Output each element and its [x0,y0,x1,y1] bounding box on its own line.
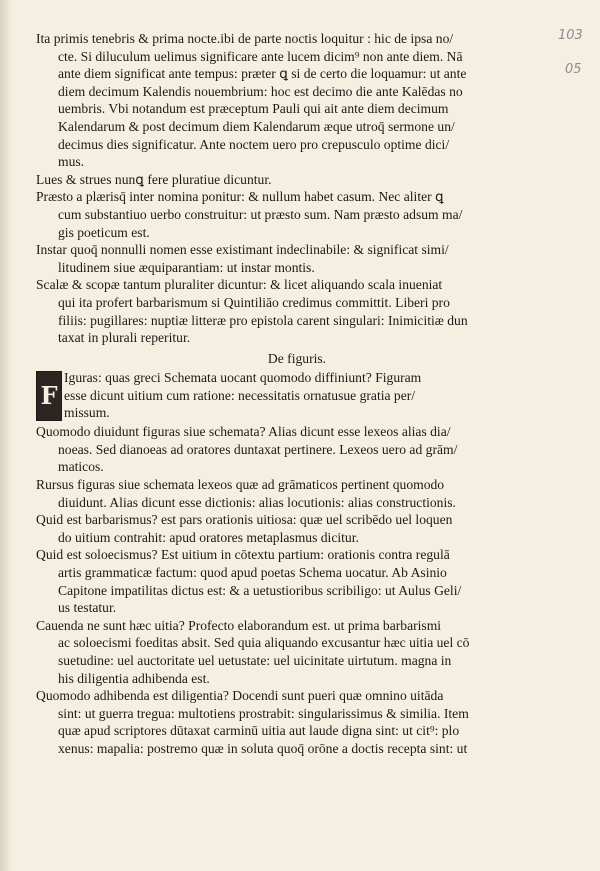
text-line: qui ita profert barbarismum si Quintiliāo credimus committit. Liberi pro [58,294,450,310]
paragraph [36,546,558,616]
text-line: mus. [58,154,85,170]
text-line: maticos. [58,459,104,475]
text-line: Quomodo diuidunt figuras siue schemata? Alias dicunt esse lexeos alias dia/ [36,424,451,440]
text-line: xenus: mapalia: postremo quæ in soluta quoq̄ orōne a doctis recepta sint: ut [58,740,468,756]
paragraph [36,171,558,189]
paragraph [36,476,558,511]
paragraph [36,241,558,276]
paragraph [36,30,558,171]
text-line: filiis: pugillares: nuptiæ litteræ pro epistola carent singulari: Inimicitiæ dun [58,312,468,328]
paragraph [36,617,558,687]
text-line: quæ apud scriptores dūtaxat carminū uitia aut laude digna sint: ut cit⁹: plo [58,723,460,739]
text-line: Quid est barbarismus? est pars orationis uitiosa: quæ uel scribēdo uel loquen [36,512,453,528]
text-line: Ita primis tenebris & prima nocte.ibi de parte noctis loquitur : hic de ipsa no/ [36,31,454,46]
text-line: esse dicunt uitium cum ratione: necessitatis ornatusue gratia per/ [64,387,416,403]
text-line: Cauenda ne sunt hæc uitia? Profecto elaborandum est. ut prima barbarismi [36,617,442,633]
text-line: Lues & strues nunꝗ fere pluratiue dicuntur. [36,171,272,187]
text-line: diem decimum Kalendis nouembrium: hoc est decimo die ante Kalēdas no [58,83,463,99]
paragraphs-after-heading [36,423,558,757]
paragraph [36,188,558,241]
text-line: us testatur. [58,600,117,616]
text-line: Quomodo adhibenda est diligentia? Docendi sunt pueri quæ omnino uitāda [36,688,444,704]
text-line: Scalæ & scopæ tantum pluraliter dicuntur: & licet aliquando scala inueniat [36,277,443,293]
text-line: missum. [64,405,110,421]
decorated-initial-letter [36,371,62,421]
page-text [36,30,558,758]
text-line: Præsto a plærisq̄ inter nomina ponitur: & nullum habet casum. Nec aliter ꝗ [36,189,444,205]
text-line: his diligentia adhibenda est. [58,670,210,686]
text-line: Capitone impatilitas dictus est: & a uetustioribus scribiligo: ut Aulus Geli/ [58,582,462,598]
text-line: artis grammaticæ factum: quod apud poetas Schema uocatur. Ab Asinio [58,565,447,581]
margin-note-top: 103 [558,28,583,43]
text-line: uembris. Vbi notandum est præceptum Pauli qui ait ante diem decimum [58,101,449,117]
initial-letter: F [40,381,58,411]
margin-note-right: 05 [565,62,582,77]
paragraph [36,511,558,546]
text-line: cum substantiuo uerbo construitur: ut præsto sum. Nam præsto adsum ma/ [58,206,463,222]
initial-paragraph-lines [64,369,558,422]
text-line: sint: ut guerra tregua: multotiens prostrabit: singularissimus & similia. Item [58,705,469,721]
text-line: taxat in plurali reperitur. [58,330,191,346]
text-line: do uitium contrahit: apud oratores metaplasmus dicitur. [58,529,359,545]
text-line: Quid est soloecismus? Est uitium in cōtextu partium: orationis contra regulā [36,547,450,563]
text-line: cte. Si diluculum uelimus significare ante lucem dicim⁹ non ante diem. Nā [58,48,463,64]
text-line: decimus dies significatur. Ante noctem uero pro crepusculo optime dici/ [58,136,450,152]
text-line: ante diem significat ante tempus: præter ꝗ si de certo die loquamur: ut ante [58,66,467,82]
text-line: gis poeticum est. [58,224,150,240]
text-line: Instar quoq̄ nonnulli nomen esse existimant indeclinabile: & significat simi/ [36,242,449,258]
paragraph [36,423,558,476]
text-line: noeas. Sed dianoeas ad oratores duntaxat pertinere. Lexeos uero ad grām/ [58,441,458,457]
paragraph [36,276,558,346]
text-line: suetudine: uel auctoritate uel uetustate: uel uicinitate uirtutum. magna in [58,653,452,668]
text-line: Kalendarum & post decimum diem Kalendarum æque utroq̄ sermone un/ [58,118,455,134]
initial-paragraph [36,369,558,423]
paragraph [36,687,558,757]
text-line: Iguras: quas greci Schemata uocant quomodo diffiniunt? Figuram [64,370,422,386]
text-line: litudinem siue æquiparantiam: ut instar montis. [58,259,315,275]
section-heading: De figuris. [267,350,327,366]
paragraphs-before-heading [36,30,558,347]
text-line: diuidunt. Alias dicunt esse dictionis: alias locutionis: alias constructionis. [58,494,456,510]
text-line: Rursus figuras siue schemata lexeos quæ ad grāmaticos pertinent quomodo [36,477,445,493]
text-line: ac soloecismi foeditas absit. Sed quia aliquando excusantur hæc uitia uel cō [58,635,470,651]
